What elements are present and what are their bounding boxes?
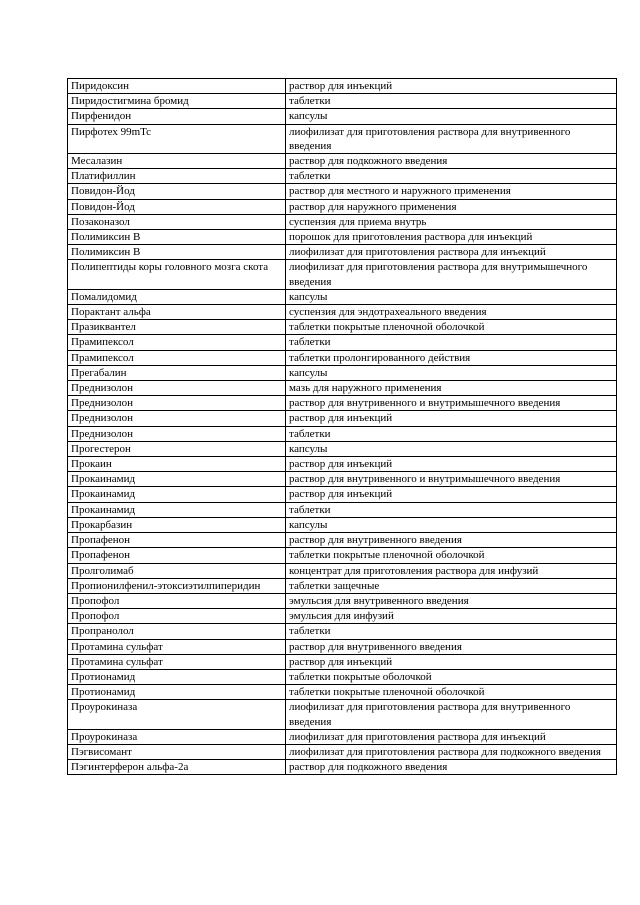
drug-name-cell: Пирфенидон — [68, 109, 286, 124]
drug-name-cell: Протионамид — [68, 685, 286, 700]
table-row — [68, 365, 617, 380]
drug-name-cell: Пропионилфенил-этоксиэтилпиперидин — [68, 578, 286, 593]
drug-name-cell: Повидон-Йод — [68, 184, 286, 199]
drug-name-cell: Порактант альфа — [68, 305, 286, 320]
drug-form-cell: раствор для подкожного введения — [286, 760, 617, 775]
table-row — [68, 94, 617, 109]
drug-form-cell: раствор для местного и наружного применения — [286, 184, 617, 199]
drug-form-cell: таблетки покрытые пленочной оболочкой — [286, 548, 617, 563]
drug-name-cell: Прокаинамид — [68, 502, 286, 517]
table-row — [68, 335, 617, 350]
table-row — [68, 578, 617, 593]
drug-form-cell: порошок для приготовления раствора для инъекций — [286, 230, 617, 245]
drug-form-cell: таблетки — [286, 624, 617, 639]
table-row — [68, 502, 617, 517]
drug-form-cell: раствор для инъекций — [286, 654, 617, 669]
table-row — [68, 593, 617, 608]
drug-name-cell: Повидон-Йод — [68, 199, 286, 214]
table-row — [68, 441, 617, 456]
drug-form-cell: раствор для инъекций — [286, 79, 617, 94]
table-row — [68, 79, 617, 94]
drug-form-cell: капсулы — [286, 289, 617, 304]
drug-form-cell: таблетки защечные — [286, 578, 617, 593]
drug-form-cell: раствор для инъекций — [286, 487, 617, 502]
table-row — [68, 396, 617, 411]
table-row — [68, 472, 617, 487]
drug-form-cell: таблетки покрытые оболочкой — [286, 669, 617, 684]
table-row — [68, 289, 617, 304]
table-row — [68, 169, 617, 184]
table-row — [68, 199, 617, 214]
drug-name-cell: Прогестерон — [68, 441, 286, 456]
drug-name-cell: Прокаинамид — [68, 487, 286, 502]
drug-name-cell: Пролголимаб — [68, 563, 286, 578]
drug-name-cell: Пирфотех 99mTc — [68, 124, 286, 153]
drug-name-cell: Прокарбазин — [68, 517, 286, 532]
drug-form-cell: таблетки — [286, 94, 617, 109]
drug-name-cell: Полимиксин В — [68, 230, 286, 245]
drug-name-cell: Преднизолон — [68, 381, 286, 396]
table-row — [68, 154, 617, 169]
drug-form-cell: суспензия для приема внутрь — [286, 214, 617, 229]
drug-name-cell: Пропафенон — [68, 533, 286, 548]
drug-form-cell: раствор для внутривенного и внутримышечного введения — [286, 472, 617, 487]
drug-form-cell: капсулы — [286, 441, 617, 456]
drug-name-cell: Пропофол — [68, 609, 286, 624]
drug-form-cell: эмульсия для внутривенного введения — [286, 593, 617, 608]
table-row — [68, 305, 617, 320]
table-row — [68, 320, 617, 335]
drug-form-cell: лиофилизат для приготовления раствора для инъекций — [286, 245, 617, 260]
table-row — [68, 245, 617, 260]
drug-form-cell: раствор для подкожного введения — [286, 154, 617, 169]
table-row — [68, 533, 617, 548]
drug-name-cell: Помалидомид — [68, 289, 286, 304]
drug-name-cell: Преднизолон — [68, 411, 286, 426]
drug-form-cell: раствор для инъекций — [286, 457, 617, 472]
table-row — [68, 517, 617, 532]
drug-name-cell: Прамипексол — [68, 335, 286, 350]
drug-form-cell: таблетки покрытые пленочной оболочкой — [286, 685, 617, 700]
drug-name-cell: Прокаинамид — [68, 472, 286, 487]
drug-name-cell: Позаконазол — [68, 214, 286, 229]
drug-name-cell: Протионамид — [68, 669, 286, 684]
drug-form-cell: лиофилизат для приготовления раствора для инъекций — [286, 729, 617, 744]
drug-form-cell: таблетки — [286, 502, 617, 517]
table-row — [68, 685, 617, 700]
table-row — [68, 609, 617, 624]
table-row — [68, 548, 617, 563]
drug-form-cell: раствор для внутривенного и внутримышечного введения — [286, 396, 617, 411]
drug-name-cell: Протамина сульфат — [68, 654, 286, 669]
table-row — [68, 230, 617, 245]
drug-name-cell: Пэгинтерферон альфа-2а — [68, 760, 286, 775]
drug-form-cell: лиофилизат для приготовления раствора для внутривенного введения — [286, 124, 617, 153]
drug-form-cell: суспензия для эндотрахеального введения — [286, 305, 617, 320]
drug-name-cell: Прокаин — [68, 457, 286, 472]
drug-name-cell: Проурокиназа — [68, 700, 286, 729]
drug-name-cell: Пэгвисомант — [68, 744, 286, 759]
drug-form-cell: раствор для инъекций — [286, 411, 617, 426]
table-row — [68, 700, 617, 729]
drug-name-cell: Пиридоксин — [68, 79, 286, 94]
table-row — [68, 260, 617, 289]
drug-form-cell: раствор для наружного применения — [286, 199, 617, 214]
drug-form-cell: лиофилизат для приготовления раствора для подкожного введения — [286, 744, 617, 759]
table-row — [68, 639, 617, 654]
drug-name-cell: Прегабалин — [68, 365, 286, 380]
table-row — [68, 669, 617, 684]
drug-name-cell: Преднизолон — [68, 426, 286, 441]
table-row — [68, 184, 617, 199]
drug-form-cell: капсулы — [286, 109, 617, 124]
drug-form-cell: таблетки покрытые пленочной оболочкой — [286, 320, 617, 335]
drug-form-cell: таблетки — [286, 169, 617, 184]
table-row — [68, 350, 617, 365]
table-row — [68, 624, 617, 639]
table-row — [68, 654, 617, 669]
drug-form-cell: лиофилизат для приготовления раствора для внутримышечного введения — [286, 260, 617, 289]
table-row — [68, 214, 617, 229]
drug-form-cell: концентрат для приготовления раствора для инфузий — [286, 563, 617, 578]
drug-form-cell: раствор для внутривенного введения — [286, 533, 617, 548]
drug-name-cell: Проурокиназа — [68, 729, 286, 744]
table-row — [68, 124, 617, 153]
drug-table — [67, 78, 617, 775]
table-row — [68, 744, 617, 759]
drug-name-cell: Празиквантел — [68, 320, 286, 335]
drug-name-cell: Платифиллин — [68, 169, 286, 184]
drug-name-cell: Пиридостигмина бромид — [68, 94, 286, 109]
drug-name-cell: Прамипексол — [68, 350, 286, 365]
drug-name-cell: Преднизолон — [68, 396, 286, 411]
drug-form-cell: таблетки — [286, 426, 617, 441]
table-row — [68, 487, 617, 502]
drug-form-cell: таблетки — [286, 335, 617, 350]
drug-name-cell: Пропофол — [68, 593, 286, 608]
drug-name-cell: Пропранолол — [68, 624, 286, 639]
drug-form-cell: капсулы — [286, 517, 617, 532]
drug-form-cell: лиофилизат для приготовления раствора для внутривенного введения — [286, 700, 617, 729]
drug-form-cell: таблетки пролонгированного действия — [286, 350, 617, 365]
drug-form-cell: мазь для наружного применения — [286, 381, 617, 396]
drug-table-body — [68, 79, 617, 775]
drug-name-cell: Пропафенон — [68, 548, 286, 563]
drug-form-cell: раствор для внутривенного введения — [286, 639, 617, 654]
table-row — [68, 381, 617, 396]
drug-form-cell: эмульсия для инфузий — [286, 609, 617, 624]
table-row — [68, 426, 617, 441]
table-row — [68, 563, 617, 578]
drug-name-cell: Месалазин — [68, 154, 286, 169]
drug-name-cell: Полимиксин В — [68, 245, 286, 260]
drug-name-cell: Полипептиды коры головного мозга скота — [68, 260, 286, 289]
table-row — [68, 457, 617, 472]
table-row — [68, 109, 617, 124]
table-row — [68, 729, 617, 744]
drug-form-cell: капсулы — [286, 365, 617, 380]
table-row — [68, 760, 617, 775]
table-row — [68, 411, 617, 426]
drug-name-cell: Протамина сульфат — [68, 639, 286, 654]
